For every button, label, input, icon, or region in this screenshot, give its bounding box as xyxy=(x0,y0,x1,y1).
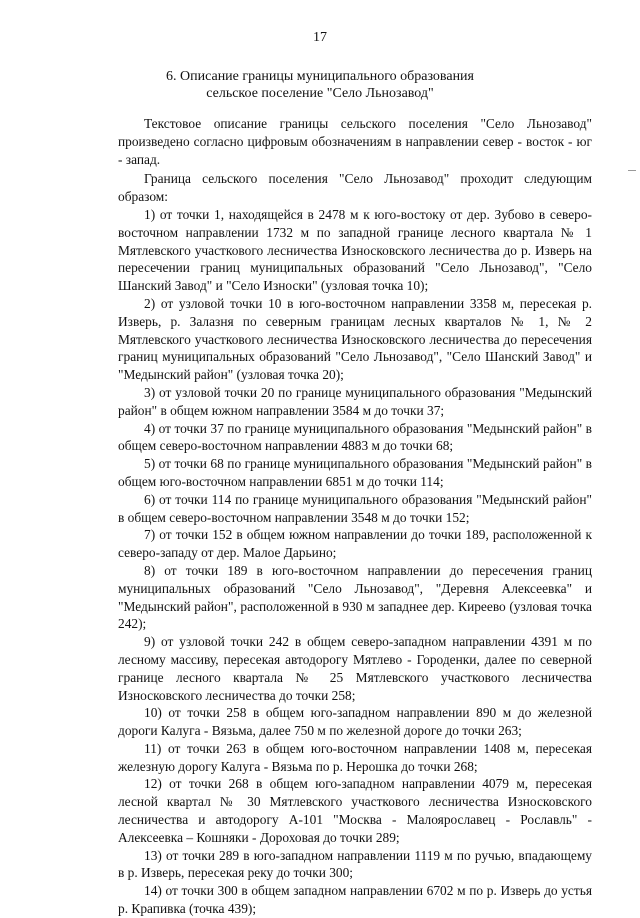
margin-mark xyxy=(628,170,636,171)
boundary-item-3: 3) от узловой точки 20 по границе муниципального образования "Медынский район" в общем южном направлении 3584 м до точки 37; xyxy=(118,384,592,418)
boundary-item-2: 2) от узловой точки 10 в юго-восточном направлении 3358 м, пересекая р. Изверь, р. Залазня по северным границам лесных кварталов № 1, № 2 Мятлевского участкового лесничества Износковского лесничества до пересечения границ муниципальных образований "Село Льнозавод", "Село Шанский Завод" и "Медынский район" (узловая точка 20); xyxy=(118,295,592,383)
boundary-item-4: 4) от точки 37 по границе муниципального образования "Медынский район" в общем северо-восточном направлении 4883 м до точки 68; xyxy=(118,420,592,454)
boundary-item-14: 14) от точки 300 в общем западном направлении 6702 м по р. Изверь до устья р. Крапивка (точка 439); xyxy=(118,883,592,917)
boundary-item-10: 10) от точки 258 в общем юго-западном направлении 890 м до железной дороги Калуга - Вязьма, далее 750 м по железной дороге до точки 263; xyxy=(118,705,592,739)
boundary-item-12: 12) от точки 268 в общем юго-западном направлении 4079 м, пересекая лесной квартал № 30 Мятлевского участкового лесничества Износковского лесничества и автодорогу А-101 "Москва - Малоярославец - Рославль" - Алексеевка – Кошняки - Дороховая до точки 289; xyxy=(118,776,592,845)
section-heading-line-2: сельское поселение "Село Льнозавод" xyxy=(206,86,434,101)
boundary-item-7: 7) от точки 152 в общем южном направлении до точки 189, расположенной к северо-западу от дер. Малое Дарьино; xyxy=(118,527,592,561)
boundary-item-6: 6) от точки 114 по границе муниципального образования "Медынский район" в общем северо-восточном направлении 3548 м до точки 152; xyxy=(118,491,592,525)
boundary-item-11: 11) от точки 263 в общем юго-восточном направлении 1408 м, пересекая железную дорогу Калуга - Вязьма по р. Нерошка до точки 268; xyxy=(118,740,592,774)
section-heading xyxy=(0,68,640,102)
boundary-item-13: 13) от точки 289 в юго-западном направлении 1119 м по ручью, впадающему в р. Изверь, пересекая реку до точки 300; xyxy=(118,847,592,881)
boundary-item-1: 1) от точки 1, находящейся в 2478 м к юго-востоку от дер. Зубово в северо-восточном направлении 1732 м по западной границе лесного квартала № 1 Мятлевского участкового лесничества Износковского лесничества до р. Изверь на пересечении границ муниципальных образований "Село Льнозавод", "Село Шанский Завод" и "Село Износки" (узловая точка 10); xyxy=(118,206,592,294)
boundary-item-8: 8) от точки 189 в юго-восточном направлении до пересечения границ муниципальных образований "Село Льнозавод", "Деревня Алексеевка" и "Медынский район", расположенной в 930 м западнее дер. Киреево (узловая точка 242); xyxy=(118,562,592,632)
lead-paragraph: Граница сельского поселения "Село Льнозавод" проходит следующим образом: xyxy=(118,171,592,205)
section-heading-line-1: 6. Описание границы муниципального образования xyxy=(166,69,474,84)
page-number: 17 xyxy=(313,30,327,45)
boundary-item-5: 5) от точки 68 по границе муниципального образования "Медынский район" в общем юго-восточном направлении 6851 м до точки 114; xyxy=(118,456,592,489)
boundary-item-9: 9) от узловой точки 242 в общем северо-западном направлении 4391 м по лесному массиву, пересекая автодорогу Мятлево - Городенки, далее по северной границе лесного квартала № 25 Мятлевского участкового лесничества Износковского лесничества до точки 258; xyxy=(118,634,592,703)
document-body xyxy=(118,115,592,918)
intro-paragraph: Текстовое описание границы сельского поселения "Село Льнозавод" произведено согласно цифровым обозначениям в направлении север - восток - юг - запад. xyxy=(118,116,592,167)
